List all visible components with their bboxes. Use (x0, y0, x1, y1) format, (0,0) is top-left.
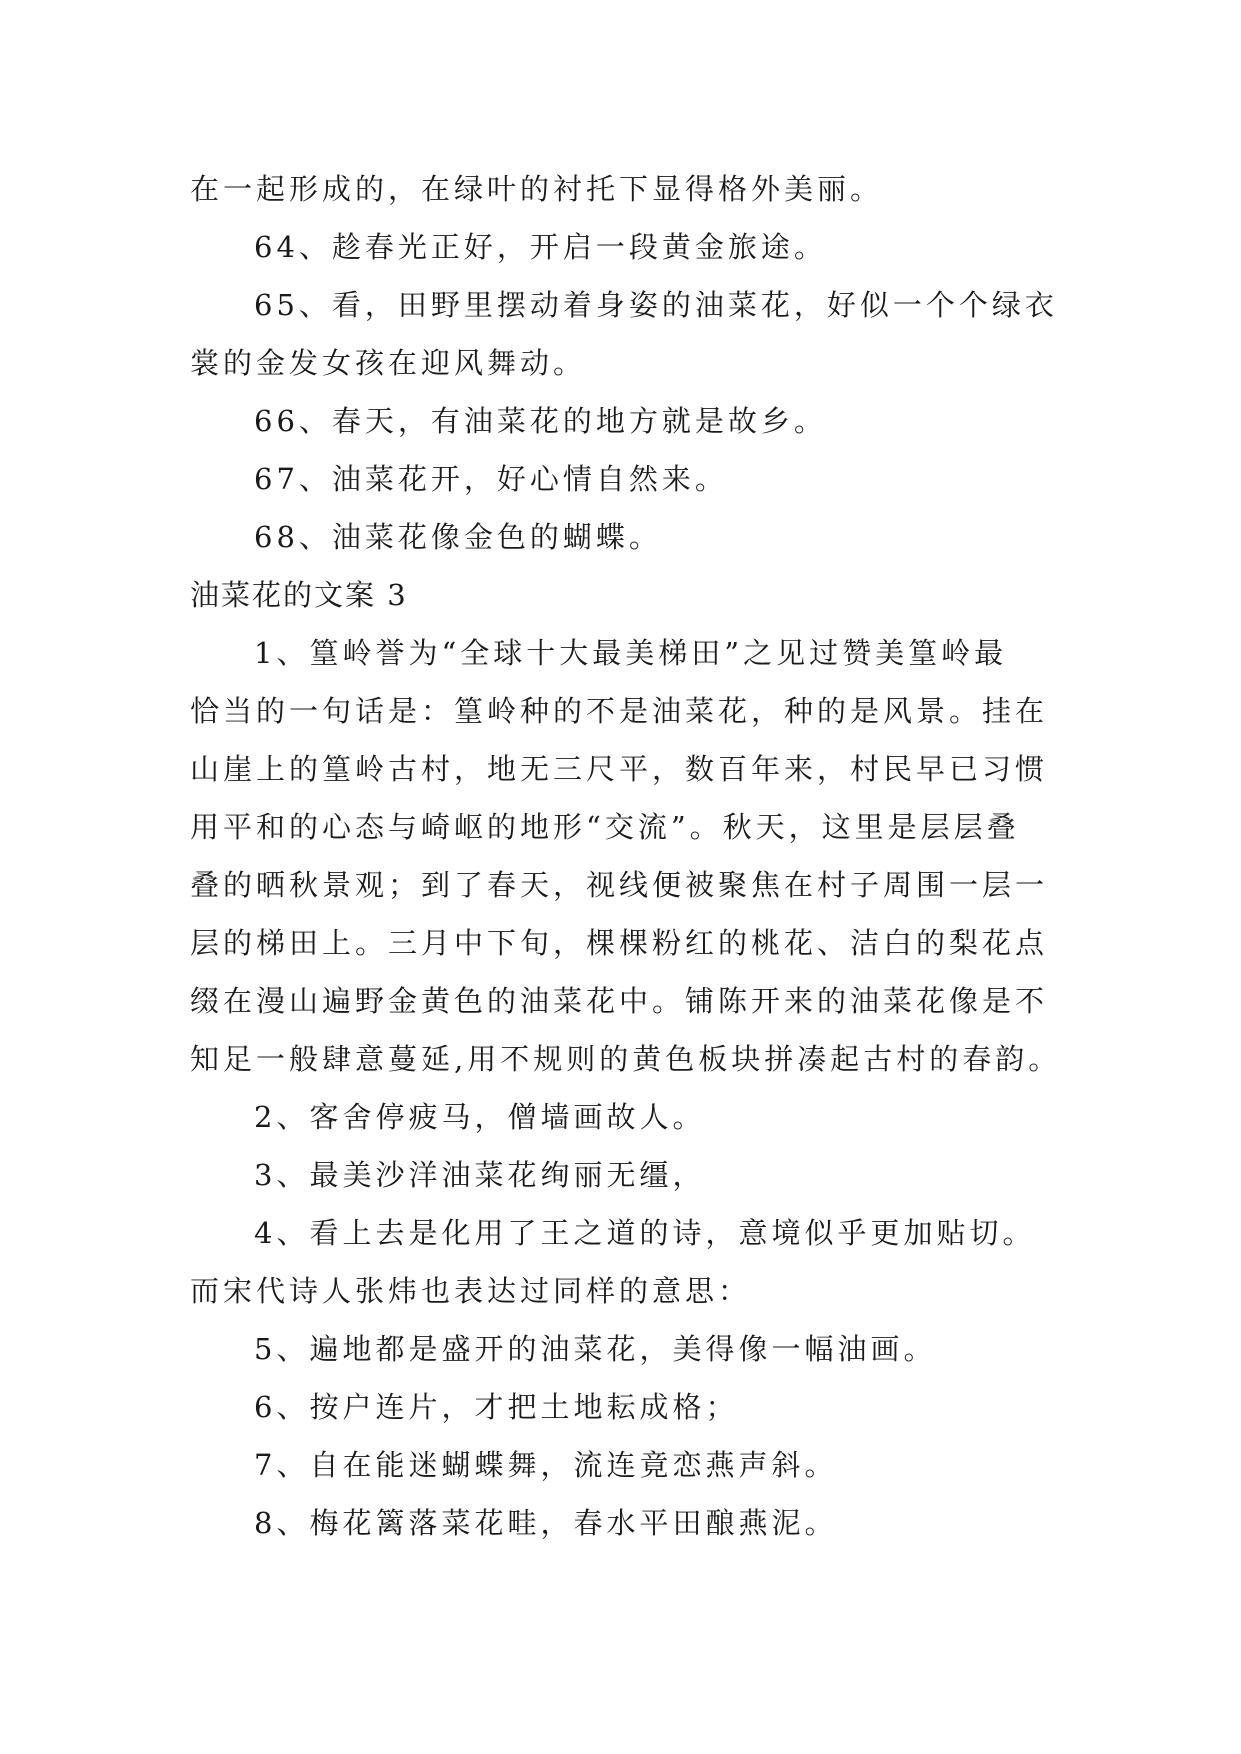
section-heading: 油菜花的文案 3 (190, 578, 408, 612)
list-item-64: 64、趁春光正好，开启一段黄金旅途。 (254, 230, 827, 264)
list-item-5: 5、遍地都是盛开的油菜花，美得像一幅油画。 (254, 1332, 937, 1366)
list-item-8: 8、梅花篱落菜花畦，春水平田酿燕泥。 (254, 1506, 838, 1540)
list-item-6: 6、按户连片，才把土地耘成格； (254, 1390, 739, 1424)
paragraph-line: 叠的晒秋景观；到了春天，视线便被聚焦在村子周围一层一 (190, 868, 1049, 902)
paragraph-line: 缀在漫山遍野金黄色的油菜花中。铺陈开来的油菜花像是不 (190, 984, 1049, 1018)
list-item-2: 2、客舍停疲马，僧墙画故人。 (254, 1100, 706, 1134)
paragraph-line: 而宋代诗人张炜也表达过同样的意思： (190, 1274, 752, 1308)
paragraph-line: 在一起形成的，在绿叶的衬托下显得格外美丽。 (190, 172, 884, 206)
list-item-4: 4、看上去是化用了王之道的诗，意境似乎更加贴切。 (254, 1216, 1036, 1250)
list-item-1: 1、篁岭誉为“全球十大最美梯田”之见过赞美篁岭最 (254, 636, 1008, 670)
list-item-65: 65、看，田野里摆动着身姿的油菜花，好似一个个绿衣 (254, 288, 1058, 322)
list-item-67: 67、油菜花开，好心情自然来。 (254, 462, 728, 496)
paragraph-line: 山崖上的篁岭古村，地无三尺平，数百年来，村民早已习惯 (190, 752, 1049, 786)
paragraph-line: 裳的金发女孩在迎风舞动。 (190, 346, 587, 380)
document-page (190, 160, 1070, 1552)
list-item-7: 7、自在能迷蝴蝶舞，流连竟恋燕声斜。 (254, 1448, 838, 1482)
paragraph-line: 知足一般肆意蔓延,用不规则的黄色板块拼凑起古村的春韵。 (190, 1042, 1062, 1076)
paragraph-line: 恰当的一句话是：篁岭种的不是油菜花，种的是风景。挂在 (190, 694, 1049, 728)
list-item-66: 66、春天，有油菜花的地方就是故乡。 (254, 404, 827, 438)
paragraph-line: 用平和的心态与崎岖的地形“交流”。秋天，这里是层层叠 (190, 810, 1020, 844)
list-item-3: 3、最美沙洋油菜花绚丽无缰， (254, 1158, 706, 1192)
list-item-68: 68、油菜花像金色的蝴蝶。 (254, 520, 662, 554)
paragraph-line: 层的梯田上。三月中下旬，棵棵粉红的桃花、洁白的梨花点 (190, 926, 1049, 960)
